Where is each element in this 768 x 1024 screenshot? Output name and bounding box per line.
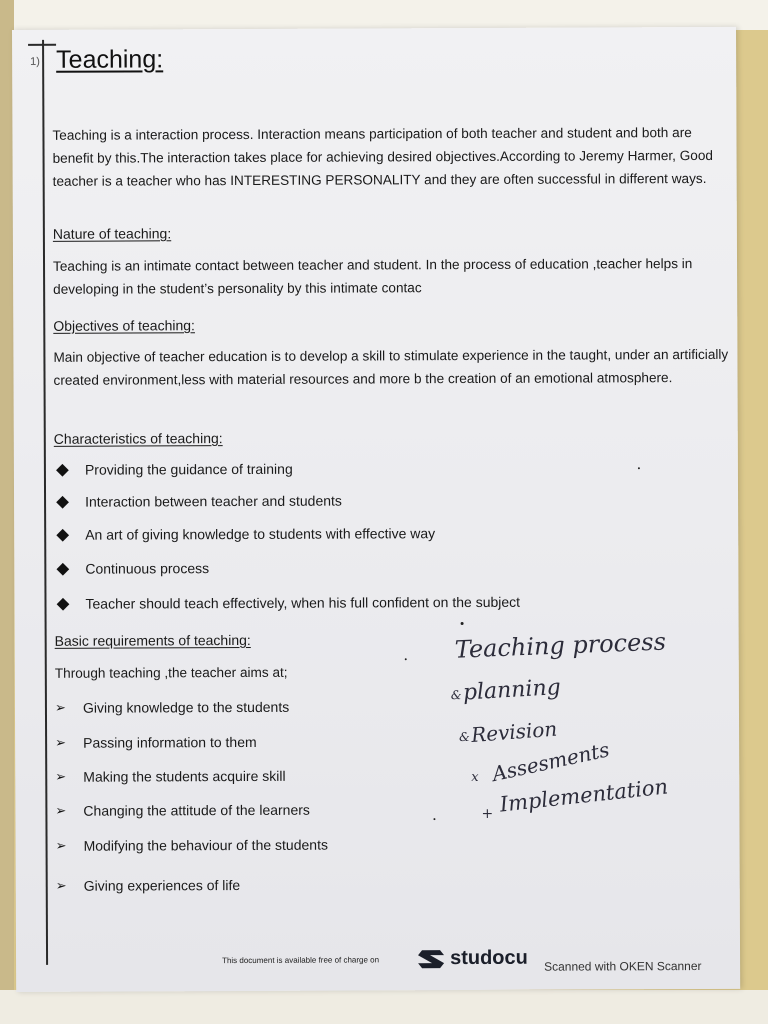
intro-paragraph: Teaching is a interaction process. Interaction means participation of both teacher and student and both are benefit by this.The interaction takes place for achieving desired objectives.According to Jeremy Harmer, Good teacher is a teacher who has INTERESTING PERSONALITY and they are often successful in different ways. [52, 125, 713, 189]
nature-heading: Nature of teaching: [52, 225, 172, 242]
characteristics-item [54, 594, 520, 612]
requirements-item [55, 768, 285, 785]
margin-tick [28, 44, 56, 46]
requirements-item [55, 734, 257, 751]
requirements-item-text: Changing the attitude of the learners [83, 801, 310, 819]
diamond-bullet-icon [56, 528, 69, 541]
handwritten-bullet: & [450, 688, 462, 703]
background-top [0, 0, 768, 30]
requirements-item [55, 802, 310, 819]
characteristics-item-text: Continuous process [85, 560, 210, 577]
background-bottom [0, 990, 768, 1024]
handwritten-item: Assesments [490, 737, 612, 787]
handwritten-bullet: x [471, 769, 479, 786]
requirements-item-text: Modifying the behaviour of the students [83, 836, 328, 854]
page-title: Teaching: [56, 45, 164, 74]
diamond-bullet-icon [56, 495, 69, 508]
diamond-bullet-icon [56, 463, 69, 476]
ink-dot [405, 658, 407, 660]
diamond-bullet-icon [56, 562, 69, 575]
characteristics-item [54, 525, 435, 543]
requirements-item-text: Making the students acquire skill [83, 767, 286, 785]
requirements-item [56, 837, 328, 854]
requirements-item-text: Giving experiences of life [83, 877, 241, 894]
requirements-item-text: Giving knowledge to the students [82, 698, 290, 716]
arrow-bullet-icon: ➢ [55, 837, 67, 853]
ink-dot [461, 622, 464, 625]
arrow-bullet-icon: ➢ [55, 802, 67, 818]
characteristics-item [54, 560, 209, 577]
scanner-watermark: Scanned with OKEN Scanner [544, 959, 702, 974]
objectives-paragraph: Main objective of teacher education is to develop a skill to stimulate experience in the taught, under an artificially created environment,less with material resources and more b the creation of an emotional atmosphere. [53, 346, 729, 388]
requirements-item [56, 877, 240, 894]
handwritten-item: Revision [470, 716, 559, 747]
characteristics-item-text: Providing the guidance of training [84, 460, 293, 478]
nature-paragraph: Teaching is an intimate contact between teacher and student. In the process of education ,teacher helps in developing in the student’s personality by this intimate contac [52, 256, 693, 297]
margin-mark: 1) [30, 55, 40, 68]
characteristics-item-text: Interaction between teacher and students [85, 492, 342, 510]
handwritten-bullet: & [459, 730, 470, 745]
diamond-bullet-icon [57, 597, 70, 610]
characteristics-item-text: Teacher should teach effectively, when his full confident on the subject [85, 593, 521, 612]
ink-dot [433, 818, 435, 820]
arrow-bullet-icon: ➢ [54, 699, 66, 715]
characteristics-item [54, 493, 342, 510]
arrow-bullet-icon: ➢ [55, 877, 67, 893]
arrow-bullet-icon: ➢ [55, 734, 67, 750]
requirements-item-text: Passing information to them [83, 733, 257, 751]
handwritten-item: Implementation [498, 774, 670, 817]
footer-notice: This document is available free of charge on [222, 955, 380, 966]
arrow-bullet-icon: ➢ [55, 768, 67, 784]
characteristics-heading: Characteristics of teaching: [53, 430, 223, 447]
characteristics-item-text: An art of giving knowledge to students with effective way [85, 525, 436, 543]
handwritten-bullet: + [481, 805, 494, 822]
studocu-logo-icon [418, 946, 448, 972]
handwritten-item: planning [462, 675, 562, 706]
margin-line [42, 40, 48, 965]
document-page [12, 27, 740, 992]
handwritten-title: Teaching process [454, 627, 667, 664]
characteristics-item [54, 461, 293, 478]
requirements-heading: Basic requirements of teaching: [54, 631, 251, 649]
studocu-logo-text: studocu [450, 946, 528, 970]
requirements-intro: Through teaching ,the teacher aims at; [54, 664, 288, 681]
footer [16, 945, 740, 978]
objectives-heading: Objectives of teaching: [53, 317, 195, 334]
ink-dot [638, 467, 640, 469]
requirements-item [55, 699, 289, 716]
